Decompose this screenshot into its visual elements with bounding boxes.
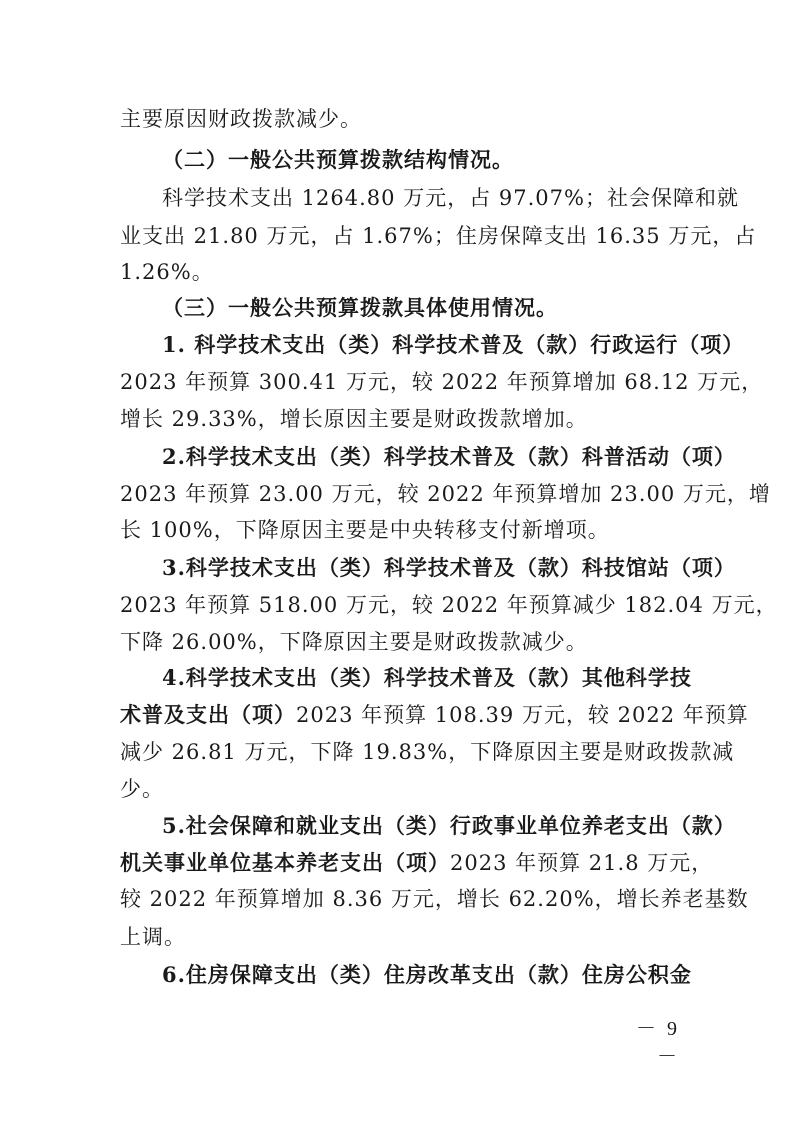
bold-segment: 术普及支出（项）: [120, 702, 296, 727]
regular-segment: 2023 年预算 108.39 万元，较 2022 年预算: [296, 703, 749, 727]
text-line: （三）一般公共预算拨款具体使用情况。: [162, 295, 558, 320]
text-line: [120, 848, 714, 878]
text-line: 减少 26.81 万元，下降 19.83%，下降原因主要是财政拨款减: [120, 740, 735, 764]
text-line: 1. 科学技术支出（类）科学技术普及（款）行政运行（项）: [162, 332, 745, 357]
text-line: 2023 年预算 23.00 万元，较 2022 年预算增加 23.00 万元，增: [120, 482, 771, 506]
text-line: 2.科学技术支出（类）科学技术普及（款）科普活动（项）: [162, 444, 736, 469]
text-line: 5.社会保障和就业支出（类）行政事业单位养老支出（款）: [162, 813, 736, 838]
text-line: （二）一般公共预算拨款结构情况。: [162, 147, 514, 172]
regular-segment: 2023 年预算 21.8 万元，: [450, 851, 714, 875]
text-line: 下降 26.00%，下降原因主要是财政拨款减少。: [120, 630, 588, 654]
bold-segment: 机关事业单位基本养老支出（项）: [120, 850, 450, 875]
text-line: 科学技术支出 1264.80 万元，占 97.07%；社会保障和就: [162, 186, 739, 210]
text-line: [120, 700, 749, 730]
text-line: 增长 29.33%，增长原因主要是财政拨款增加。: [120, 407, 588, 431]
text-line: 6.住房保障支出（类）住房改革支出（款）住房公积金: [162, 962, 692, 987]
text-line: 2023 年预算 300.41 万元，较 2022 年预算增加 68.12 万元，: [120, 370, 764, 394]
text-line: 较 2022 年预算增加 8.36 万元，增长 62.20%，增长养老基数: [120, 887, 749, 911]
text-line: 2023 年预算 518.00 万元，较 2022 年预算减少 182.04 万元，: [120, 593, 778, 617]
text-line: 上调。: [120, 925, 186, 949]
text-line: 3.科学技术支出（类）科学技术普及（款）科技馆站（项）: [162, 555, 736, 580]
text-line: 1.26%。: [120, 260, 214, 284]
text-line: 主要原因财政拨款减少。: [120, 107, 362, 131]
text-line: 少。: [120, 777, 164, 801]
text-line: 长 100%，下降原因主要是中央转移支付新增项。: [120, 518, 610, 542]
page-number: － 9 －: [636, 1018, 680, 1068]
text-line: 4.科学技术支出（类）科学技术普及（款）其他科学技: [162, 665, 692, 690]
text-line: 业支出 21.80 万元，占 1.67%；住房保障支出 16.35 万元，占: [120, 224, 757, 248]
